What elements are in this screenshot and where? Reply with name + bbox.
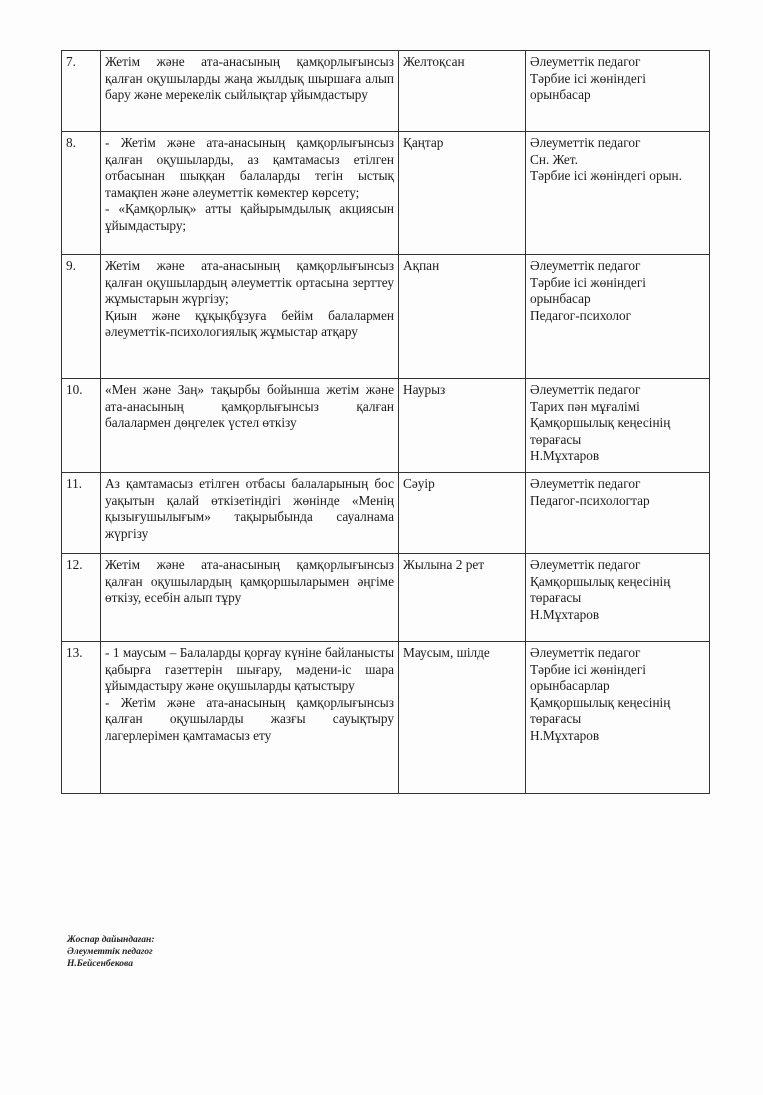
responsible-person: Н.Мұхтаров <box>530 448 600 463</box>
table-row <box>62 379 710 473</box>
time-cell: Қаңтар <box>399 132 526 255</box>
responsible-person: Қамқоршылық кеңесінің төрағасы <box>530 694 671 726</box>
responsible-cell <box>526 642 710 794</box>
responsible-person: Әлеуметтік педагог <box>530 54 641 69</box>
responsible-person: Тәрбие ісі жөніндегі орынбасарлар <box>530 661 646 693</box>
activity-text: Қиын және құқықбұзуға бейім балалармен әлеуметтік-психологиялық жұмыстар атқару <box>105 307 394 339</box>
author-position: Әлеуметтік педагог <box>67 947 153 957</box>
responsible-person: Тәрбие ісі жөніндегі орынбасар <box>530 70 646 102</box>
activity-cell <box>101 132 399 255</box>
table-row <box>62 51 710 132</box>
responsible-cell <box>526 132 710 255</box>
row-number: 10. <box>62 379 101 473</box>
activity-text: Жетім және ата-анасының қамқорлығынсыз қалған оқушыларды жаңа жылдық шыршаға алып бару және мерекелік сыйлықтар ұйымдастыру <box>105 54 394 102</box>
activity-text: - 1 маусым – Балаларды қорғау күніне байланысты қабырға газеттерін шығару, мәдени-іс шара ұйымдастыру және оқушыларды қатыстыру <box>105 645 394 693</box>
activity-text: - Жетім және ата-анасының қамқорлығынсыз қалған оқушыларды жазғы сауықтыру лагерлерімен қамтамасыз ету <box>105 694 394 743</box>
signature-block <box>67 934 155 970</box>
activity-text: Жетім және ата-анасының қамқорлығынсыз қалған оқушылардың қамқоршыларымен әңгіме өткізу, есебін алып тұру <box>105 557 394 605</box>
activity-text: Аз қамтамасыз етілген отбасы балаларының бос уақытын қалай өткізетіндігі жөнінде «Менің қызығушылығым» тақырыбында сауалнама жүргізу <box>105 476 394 541</box>
responsible-person: Тәрбие ісі жөніндегі орынбасар <box>530 274 646 306</box>
responsible-person: Әлеуметтік педагог <box>530 258 641 273</box>
responsible-cell <box>526 554 710 642</box>
activity-text: «Мен және Заң» тақырбы бойынша жетім және ата-анасының қамқорлығынсыз қалған балалармен дөңгелек үстел өткізу <box>105 382 394 430</box>
responsible-person: Қамқоршылық кеңесінің төрағасы <box>530 573 671 605</box>
table-row <box>62 132 710 255</box>
responsible-person: Әлеуметтік педагог <box>530 135 641 150</box>
responsible-cell <box>526 473 710 554</box>
row-number: 8. <box>62 132 101 255</box>
activity-text: Жетім және ата-анасының қамқорлығынсыз қалған оқушылардың әлеуметтік ортасына зерттеу жұмыстарын жүргізу; <box>105 258 394 306</box>
activity-cell <box>101 473 399 554</box>
responsible-cell <box>526 51 710 132</box>
responsible-cell <box>526 255 710 379</box>
prepared-by-label: Жоспар дайындаған: <box>67 935 155 945</box>
activity-cell <box>101 554 399 642</box>
time-cell: Маусым, шілде <box>399 642 526 794</box>
responsible-person: Тарих пән мұғалімі <box>530 398 640 414</box>
responsible-person: Н.Мұхтаров <box>530 727 600 743</box>
row-number: 12. <box>62 554 101 642</box>
time-cell: Желтоқсан <box>399 51 526 132</box>
table-row <box>62 642 710 794</box>
activity-text: - «Қамқорлық» атты қайырымдылық акциясын ұйымдастыру; <box>105 201 394 233</box>
activity-text: - Жетім және ата-анасының қамқорлығынсыз қалған оқушыларды, аз қамтамасыз етілген отбасынан шыққан балаларды тегін ыстық тамақпен және әлеуметтік көмектер көрсету; <box>105 135 394 200</box>
row-number: 13. <box>62 642 101 794</box>
table-row <box>62 255 710 379</box>
responsible-person: Педагог-психологтар <box>530 492 650 508</box>
responsible-cell <box>526 379 710 473</box>
responsible-person: Әлеуметтік педагог <box>530 382 641 397</box>
time-cell: Ақпан <box>399 255 526 379</box>
responsible-person: Әлеуметтік педагог <box>530 645 641 660</box>
responsible-person: Н.Мұхтаров <box>530 606 600 622</box>
responsible-person: Әлеуметтік педагог <box>530 557 641 572</box>
responsible-person: Педагог-психолог <box>530 307 632 323</box>
responsible-person: Қамқоршылық кеңесінің төрағасы <box>530 415 671 447</box>
row-number: 9. <box>62 255 101 379</box>
plan-table <box>61 50 710 794</box>
table-row <box>62 554 710 642</box>
time-cell: Жылына 2 рет <box>399 554 526 642</box>
author-name: Н.Бейсенбекова <box>67 959 133 969</box>
row-number: 7. <box>62 51 101 132</box>
activity-cell <box>101 255 399 379</box>
row-number: 11. <box>62 473 101 554</box>
time-cell: Сәуір <box>399 473 526 554</box>
activity-cell <box>101 642 399 794</box>
responsible-person: Сн. Жет. <box>530 151 578 167</box>
time-cell: Наурыз <box>399 379 526 473</box>
responsible-person: Әлеуметтік педагог <box>530 476 641 491</box>
plan-table-body <box>62 51 710 794</box>
activity-cell <box>101 379 399 473</box>
table-row <box>62 473 710 554</box>
responsible-person: Тәрбие ісі жөніндегі орын. <box>530 168 682 183</box>
activity-cell <box>101 51 399 132</box>
